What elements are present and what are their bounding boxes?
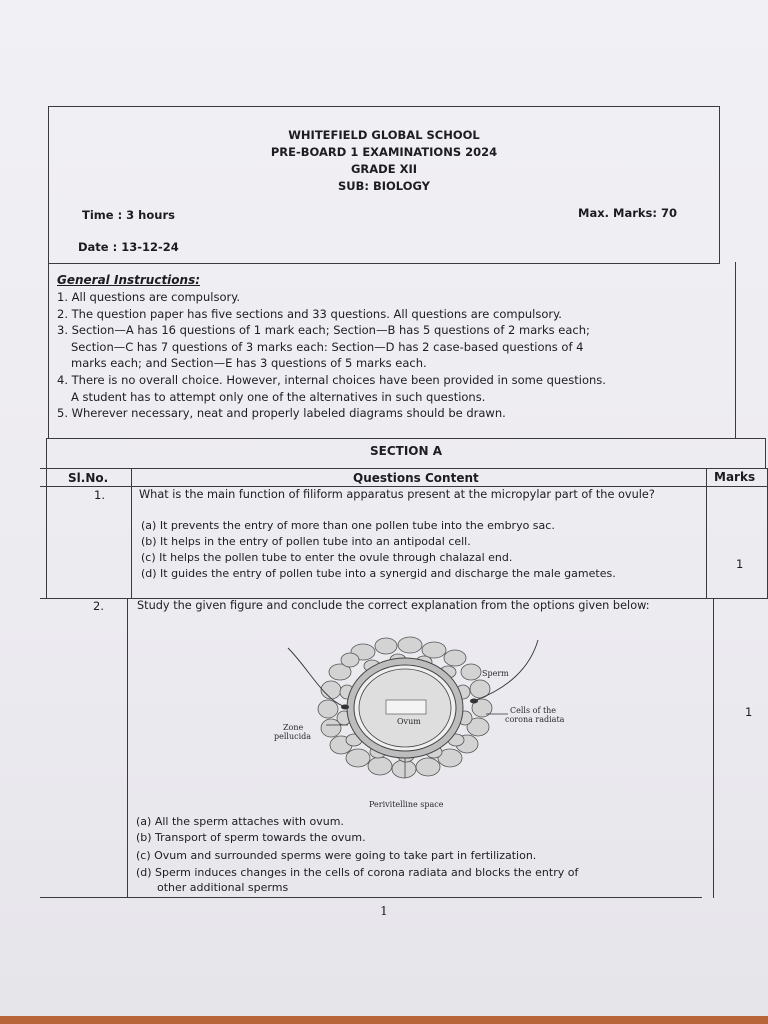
table-rule — [706, 468, 707, 598]
general-instructions-box — [48, 262, 736, 439]
ovum-label-box — [386, 700, 426, 714]
question-1-option-b: (b) It helps in the entry of pollen tube into an antipodal cell. — [141, 535, 471, 548]
question-2-option-a: (a) All the sperm attaches with ovum. — [136, 815, 344, 828]
instruction-line: A student has to attempt only one of the alternatives in such questions. — [71, 389, 486, 404]
question-1-number: 1. — [94, 488, 105, 502]
sperm-label: Sperm — [482, 669, 509, 678]
instruction-line: marks each; and Section—E has 3 questions of 5 marks each. — [71, 356, 427, 371]
table-rule — [40, 897, 702, 898]
school-name: WHITEFIELD GLOBAL SCHOOL — [288, 128, 480, 142]
desk-edge — [0, 1016, 768, 1024]
question-1-text: What is the main function of filiform apparatus present at the micropylar part of the ovule? — [139, 488, 655, 501]
question-1-option-a: (a) It prevents the entry of more than one pollen tube into the embryo sac. — [141, 519, 555, 532]
exam-name: PRE-BOARD 1 EXAMINATIONS 2024 — [270, 145, 498, 159]
table-rule — [713, 598, 714, 898]
subject-label: SUB: BIOLOGY — [337, 179, 431, 193]
exam-date: Date : 13-12-24 — [78, 240, 179, 254]
instruction-line: 4. There is no overall choice. However, internal choices have been provided in some questions. — [57, 372, 606, 387]
table-rule — [127, 598, 128, 898]
exam-title-block — [49, 127, 719, 195]
sperm-head-right — [470, 699, 478, 704]
instruction-line: Section—C has 7 questions of 3 marks each: Section—D has 2 case-based questions of 4 — [71, 339, 584, 354]
zona-label-2: pellucida — [274, 732, 312, 741]
table-rule — [131, 468, 132, 598]
instruction-line: 5. Wherever necessary, neat and properly labeled diagrams should be drawn. — [57, 406, 506, 421]
questions-table — [40, 468, 768, 898]
corona-label-2: corona radiata — [505, 715, 565, 724]
section-a-header — [46, 438, 766, 469]
instruction-line: 1. All questions are compulsory. — [57, 290, 241, 304]
question-2-option-b: (b) Transport of sperm towards the ovum. — [136, 831, 366, 844]
question-2-marks: 1 — [745, 705, 753, 719]
corona-label-1: Cells of the — [510, 706, 557, 715]
instruction-line: 2. The question paper has five sections and 33 questions. All questions are compulsory. — [57, 306, 562, 321]
question-2-text: Study the given figure and conclude the correct explanation from the options given below: — [137, 599, 650, 612]
zona-label-1: Zone — [283, 723, 304, 732]
question-2-option-d-cont: other additional sperms — [157, 881, 289, 894]
question-2-option-d: (d) Sperm induces changes in the cells of corona radiata and blocks the entry of — [136, 866, 579, 879]
table-rule — [40, 468, 768, 469]
question-1-marks: 1 — [736, 557, 744, 571]
max-marks: Max. Marks: 70 — [578, 206, 677, 220]
instructions-heading: General Instructions: — [57, 273, 201, 287]
question-1-option-d: (d) It guides the entry of pollen tube into a synergid and discharge the male gametes. — [141, 567, 616, 580]
header-marks: Marks — [714, 470, 756, 484]
grade-label: GRADE XII — [350, 162, 418, 176]
header-sl-no: Sl.No. — [68, 471, 109, 485]
section-title: SECTION A — [369, 444, 442, 458]
ovum-label: Ovum — [397, 717, 421, 726]
question-2-number: 2. — [93, 599, 104, 613]
question-1-option-c: (c) It helps the pollen tube to enter the ovule through chalazal end. — [141, 551, 513, 564]
perivitelline-label: Perivitelline space — [369, 800, 444, 809]
exam-duration: Time : 3 hours — [82, 208, 175, 222]
exam-header-box — [48, 106, 720, 264]
instruction-line: 3. Section—A has 16 questions of 1 mark each; Section—B has 5 questions of 2 marks each; — [57, 323, 590, 338]
sperm-head-left — [341, 705, 349, 710]
table-rule — [46, 468, 47, 598]
page-number: 1 — [380, 904, 388, 918]
question-2-option-c: (c) Ovum and surrounded sperms were going to take part in fertilization. — [136, 849, 537, 862]
instructions-list — [57, 289, 727, 422]
header-questions-content: Questions Content — [353, 471, 479, 485]
